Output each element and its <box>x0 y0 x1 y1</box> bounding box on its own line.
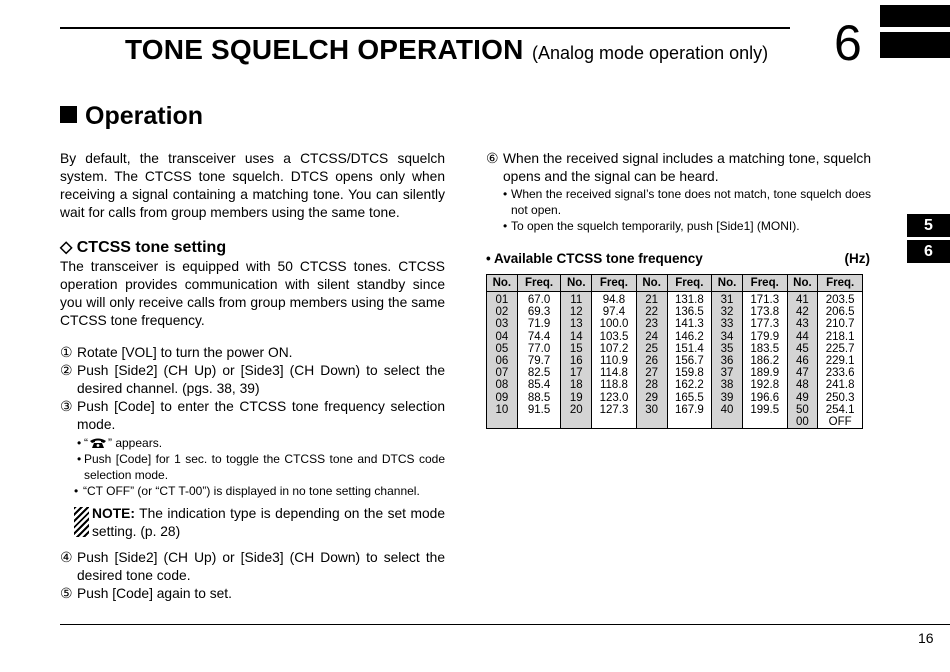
tone-frequency: 179.9 <box>750 330 780 343</box>
tone-number: 10 <box>495 403 509 416</box>
tone-number: 19 <box>569 391 583 404</box>
tone-number: 16 <box>569 355 583 368</box>
square-bullet-icon <box>60 106 77 123</box>
tone-number: 05 <box>495 342 509 355</box>
tone-frequency: 97.4 <box>602 306 626 319</box>
col-header-freq: Freq. <box>742 275 787 292</box>
freq-column-group-2 <box>592 292 637 429</box>
tone-frequency: 77.0 <box>527 342 551 355</box>
col-header-freq: Freq. <box>592 275 637 292</box>
intro-paragraph: By default, the transceiver uses a CTCSS/DTCS squelch system. The CTCSS tone squelch. DTCS opens only when receiving a signal containing a matching tone. You can silently wait for calls from group members using the same tone. <box>60 151 445 220</box>
tone-number: 13 <box>569 318 583 331</box>
tone-number: 46 <box>796 355 809 368</box>
tone-number: 17 <box>569 367 583 380</box>
tone-frequency: 69.3 <box>527 306 551 319</box>
tone-number: 28 <box>645 379 659 392</box>
freq-column-group-3 <box>667 292 712 429</box>
tone-frequency: 91.5 <box>527 403 551 416</box>
side-tab-6[interactable]: 6 <box>907 240 950 263</box>
note-hatch-icon <box>74 507 89 537</box>
col-header-no: No. <box>487 275 518 292</box>
tone-number: 06 <box>495 355 509 368</box>
tone-frequency: 177.3 <box>750 318 780 331</box>
tone-number: 09 <box>495 391 509 404</box>
col-header-no: No. <box>636 275 667 292</box>
step-5 <box>60 585 445 603</box>
right-column <box>486 150 871 234</box>
tone-number: 30 <box>645 403 659 416</box>
tone-number: 40 <box>720 403 734 416</box>
tone-frequency: 241.8 <box>825 379 855 392</box>
page-title-main: TONE SQUELCH OPERATION <box>125 34 524 65</box>
tone-number: 26 <box>645 355 659 368</box>
tone-frequency: 189.9 <box>750 367 780 380</box>
tone-number: 32 <box>720 306 734 319</box>
tone-frequency: 192.8 <box>750 379 780 392</box>
section-heading-text: Operation <box>85 102 204 130</box>
step-3 <box>60 398 445 434</box>
col-header-freq: Freq. <box>667 275 712 292</box>
step-number: ④ <box>60 550 73 565</box>
col-header-freq: Freq. <box>517 275 561 292</box>
tone-number: 14 <box>569 330 583 343</box>
tone-number: 27 <box>645 367 659 380</box>
no-column-group-4 <box>712 292 743 429</box>
tone-number: 37 <box>720 367 734 380</box>
tone-number: 31 <box>720 294 734 306</box>
tone-frequency: 171.3 <box>750 294 780 306</box>
tone-number: 38 <box>720 379 734 392</box>
tone-frequency: 199.5 <box>750 403 780 416</box>
tone-frequency: 156.7 <box>674 355 704 368</box>
tone-number: 18 <box>569 379 583 392</box>
step-3-bullet-1: • “ ” appears. <box>77 436 163 450</box>
tone-frequency: 229.1 <box>825 355 855 368</box>
freq-column-group-4 <box>742 292 787 429</box>
ctcss-intro-paragraph: The transceiver is equipped with 50 CTCSS tones. CTCSS operation provides communication with silent standby since you will only receive calls from group members using the same CTCSS tone frequency. <box>60 259 445 328</box>
note-block <box>60 505 445 541</box>
tone-frequency: 82.5 <box>527 367 551 380</box>
tone-frequency: 94.8 <box>602 294 626 306</box>
tone-frequency: 183.5 <box>750 342 780 355</box>
tone-frequency: 159.8 <box>674 367 704 380</box>
telephone-icon <box>89 437 107 449</box>
tone-number: 20 <box>569 403 583 416</box>
col-header-freq: Freq. <box>818 275 863 292</box>
ctcss-frequency-table <box>486 274 863 429</box>
tone-frequency: 250.3 <box>825 391 855 404</box>
tone-frequency: 206.5 <box>825 306 855 319</box>
tone-number: 39 <box>720 391 734 404</box>
tone-frequency: OFF <box>828 416 852 429</box>
tone-frequency: 210.7 <box>825 318 855 331</box>
step-6 <box>486 150 871 186</box>
tone-frequency: 162.2 <box>674 379 704 392</box>
note-label: NOTE: <box>92 506 135 521</box>
tone-frequency: 233.6 <box>825 367 855 380</box>
chapter-tab-bar-top <box>880 5 950 27</box>
page-title-subtitle: (Analog mode operation only) <box>531 43 769 63</box>
table-heading-text: • Available CTCSS tone frequency <box>486 251 703 266</box>
ctcss-subheading: ◇ CTCSS tone setting <box>60 239 227 256</box>
step-2 <box>60 362 445 398</box>
col-header-no: No. <box>561 275 592 292</box>
no-column-group-3 <box>636 292 667 429</box>
tone-frequency: 100.0 <box>599 318 629 331</box>
tone-frequency: 107.2 <box>599 342 629 355</box>
step-6-bullet-2: • To open the squelch temporarily, push [Side1] (MONI). <box>503 219 800 233</box>
tone-number: 00 <box>796 416 809 429</box>
tone-frequency: 173.8 <box>750 306 780 319</box>
tone-number: 34 <box>720 330 734 343</box>
table-heading <box>486 251 870 266</box>
tone-frequency: 225.7 <box>825 342 855 355</box>
col-header-no: No. <box>787 275 818 292</box>
tone-number: 12 <box>569 306 583 319</box>
step-text: Rotate [VOL] to turn the power ON. <box>77 345 293 360</box>
tone-number: 33 <box>720 318 734 331</box>
freq-column-group-1 <box>517 292 561 429</box>
tone-frequency: 151.4 <box>674 342 704 355</box>
tone-number: 35 <box>720 342 734 355</box>
step-1 <box>60 344 445 362</box>
tone-number: 29 <box>645 391 659 404</box>
tone-frequency: 118.8 <box>599 379 628 392</box>
step-4 <box>60 549 445 585</box>
tone-number: 50 <box>796 403 809 416</box>
tone-number: 08 <box>495 379 509 392</box>
step-number: ② <box>60 363 73 378</box>
section-heading <box>60 102 203 131</box>
chapter-number: 6 <box>834 15 862 71</box>
note-text: The indication type is depending on the set mode setting. (p. 28) <box>92 506 445 539</box>
tone-frequency: 88.5 <box>527 391 551 404</box>
tone-number: 24 <box>645 330 659 343</box>
chapter-tab-bar-bottom <box>880 32 950 58</box>
page-title <box>125 34 768 66</box>
step-6-bullet-1: • When the received signal’s tone does not match, tone squelch does not open. <box>503 187 871 217</box>
tone-frequency: 136.5 <box>674 306 704 319</box>
no-column-group-2 <box>561 292 592 429</box>
step-number: ⑥ <box>486 151 499 166</box>
tone-frequency: 123.0 <box>599 391 629 404</box>
tone-frequency: 85.4 <box>527 379 551 392</box>
tone-frequency: 79.7 <box>527 355 551 368</box>
tone-frequency: 254.1 <box>825 403 855 416</box>
step-3-bullet-2: • Push [Code] for 1 sec. to toggle the CTCSS tone and DTCS code selection mode. <box>77 452 445 482</box>
step-text: Push [Code] to enter the CTCSS tone frequency selection mode. <box>77 399 445 432</box>
col-header-no: No. <box>712 275 743 292</box>
tone-number: 47 <box>796 367 809 380</box>
tone-frequency: 127.3 <box>599 403 629 416</box>
no-column-group-1 <box>487 292 518 429</box>
no-column-group-5 <box>787 292 818 429</box>
left-column <box>60 150 445 603</box>
tone-frequency: 71.9 <box>527 318 551 331</box>
tone-number: 49 <box>796 391 809 404</box>
tone-frequency: 114.8 <box>599 367 628 380</box>
tone-number: 01 <box>495 294 509 306</box>
side-tab-5[interactable]: 5 <box>907 214 950 237</box>
tone-frequency: 186.2 <box>750 355 780 368</box>
tone-number: 03 <box>495 318 509 331</box>
tone-frequency: 218.1 <box>825 330 855 343</box>
tone-number: 42 <box>796 306 809 319</box>
tone-frequency: 67.0 <box>527 294 551 306</box>
tone-frequency: 74.4 <box>527 330 551 343</box>
table-header-row <box>487 275 863 292</box>
tone-number: 44 <box>796 330 809 343</box>
step-3-bullet-3: • “CT OFF” (or “CT T-00”) is displayed in no tone setting channel. <box>74 484 420 498</box>
freq-column-group-5 <box>818 292 863 429</box>
tone-frequency: 103.5 <box>599 330 629 343</box>
step-text: Push [Side2] (CH Up) or [Side3] (CH Down) to select the desired channel. (pgs. 38, 39) <box>77 363 445 396</box>
tone-number: 04 <box>495 330 509 343</box>
bottom-rule <box>60 624 950 625</box>
tone-number: 41 <box>796 294 809 306</box>
tone-number: 36 <box>720 355 734 368</box>
tone-frequency: 196.6 <box>750 391 780 404</box>
page-number: 16 <box>918 630 934 646</box>
tone-number: 25 <box>645 342 659 355</box>
step-text: When the received signal includes a matching tone, squelch opens and the signal can be heard. <box>503 151 871 184</box>
tone-number: 11 <box>570 294 583 306</box>
top-rule <box>60 27 790 29</box>
tone-number: 21 <box>645 294 659 306</box>
step-text: Push [Code] again to set. <box>77 586 232 601</box>
step-text: Push [Side2] (CH Up) or [Side3] (CH Down) to select the desired tone code. <box>77 550 445 583</box>
tone-frequency: 131.8 <box>674 294 704 306</box>
table-unit: (Hz) <box>844 251 870 266</box>
tone-frequency: 203.5 <box>825 294 855 306</box>
step-number: ③ <box>60 399 73 414</box>
tone-number: 15 <box>569 342 583 355</box>
table-body-row <box>487 292 863 429</box>
tone-number: 07 <box>495 367 509 380</box>
tone-number: 45 <box>796 342 809 355</box>
tone-frequency: 141.3 <box>674 318 704 331</box>
tone-number: 43 <box>796 318 809 331</box>
tone-number: 48 <box>796 379 809 392</box>
tone-number: 22 <box>645 306 659 319</box>
tone-number: 23 <box>645 318 659 331</box>
tone-number: 02 <box>495 306 509 319</box>
tone-frequency: 167.9 <box>674 403 704 416</box>
step-number: ⑤ <box>60 586 73 601</box>
step-number: ① <box>60 345 73 360</box>
tone-frequency: 165.5 <box>674 391 704 404</box>
tone-frequency: 146.2 <box>674 330 704 343</box>
tone-frequency: 110.9 <box>599 355 628 368</box>
